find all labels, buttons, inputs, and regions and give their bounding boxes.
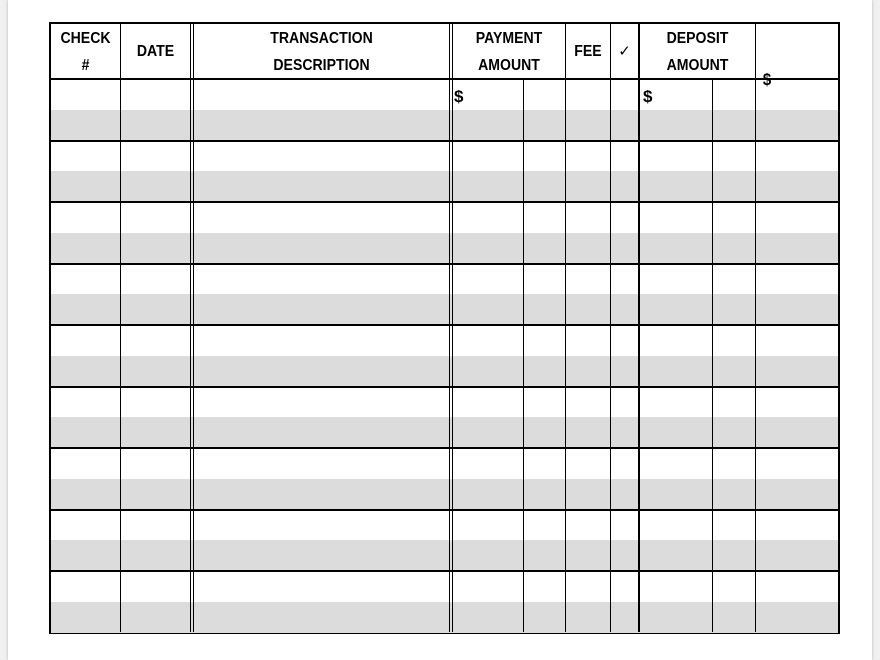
entry-shaded-band xyxy=(51,294,838,325)
entry-row-divider xyxy=(51,263,838,265)
column-divider-description xyxy=(449,24,453,632)
deposit-currency-sign: $ xyxy=(643,87,653,106)
entry-shaded-band xyxy=(51,602,838,633)
document-page xyxy=(8,0,872,660)
header-date: DATE xyxy=(136,43,175,60)
entry-shaded-band xyxy=(51,110,838,141)
entry-shaded-band xyxy=(51,233,838,264)
entry-row-divider xyxy=(51,386,838,388)
entry-shaded-band xyxy=(51,479,838,510)
entry-shaded-band xyxy=(51,417,838,448)
column-divider-check-mark xyxy=(638,24,640,632)
column-divider-deposit xyxy=(755,24,756,632)
header-check-number: CHECK # xyxy=(60,29,111,74)
column-divider-payment-cents xyxy=(523,79,524,632)
entry-row-divider xyxy=(51,324,838,326)
column-divider-deposit-cents xyxy=(712,79,713,632)
check-register-table xyxy=(49,22,840,634)
entry-row-divider xyxy=(51,509,838,511)
entry-shaded-band xyxy=(51,171,838,202)
column-divider-fee xyxy=(610,24,611,632)
entry-shaded-band xyxy=(51,540,838,571)
header-payment-amount: PAYMENT AMOUNT xyxy=(475,29,543,74)
header-fee: FEE xyxy=(574,43,602,60)
column-divider-payment xyxy=(565,24,566,632)
header-check-mark: ✓ xyxy=(618,42,631,60)
entry-shaded-band xyxy=(51,356,838,387)
column-divider-check xyxy=(120,24,121,632)
header-deposit-amount: DEPOSIT AMOUNT xyxy=(666,29,729,74)
payment-currency-sign: $ xyxy=(454,87,464,106)
header-transaction-description: TRANSACTION DESCRIPTION xyxy=(270,29,373,74)
entry-row-divider xyxy=(51,447,838,449)
entry-row-divider xyxy=(51,140,838,142)
entry-row-divider xyxy=(51,201,838,203)
column-divider-date xyxy=(190,24,194,632)
header-balance: $ xyxy=(762,70,772,89)
entry-row-divider xyxy=(51,570,838,572)
